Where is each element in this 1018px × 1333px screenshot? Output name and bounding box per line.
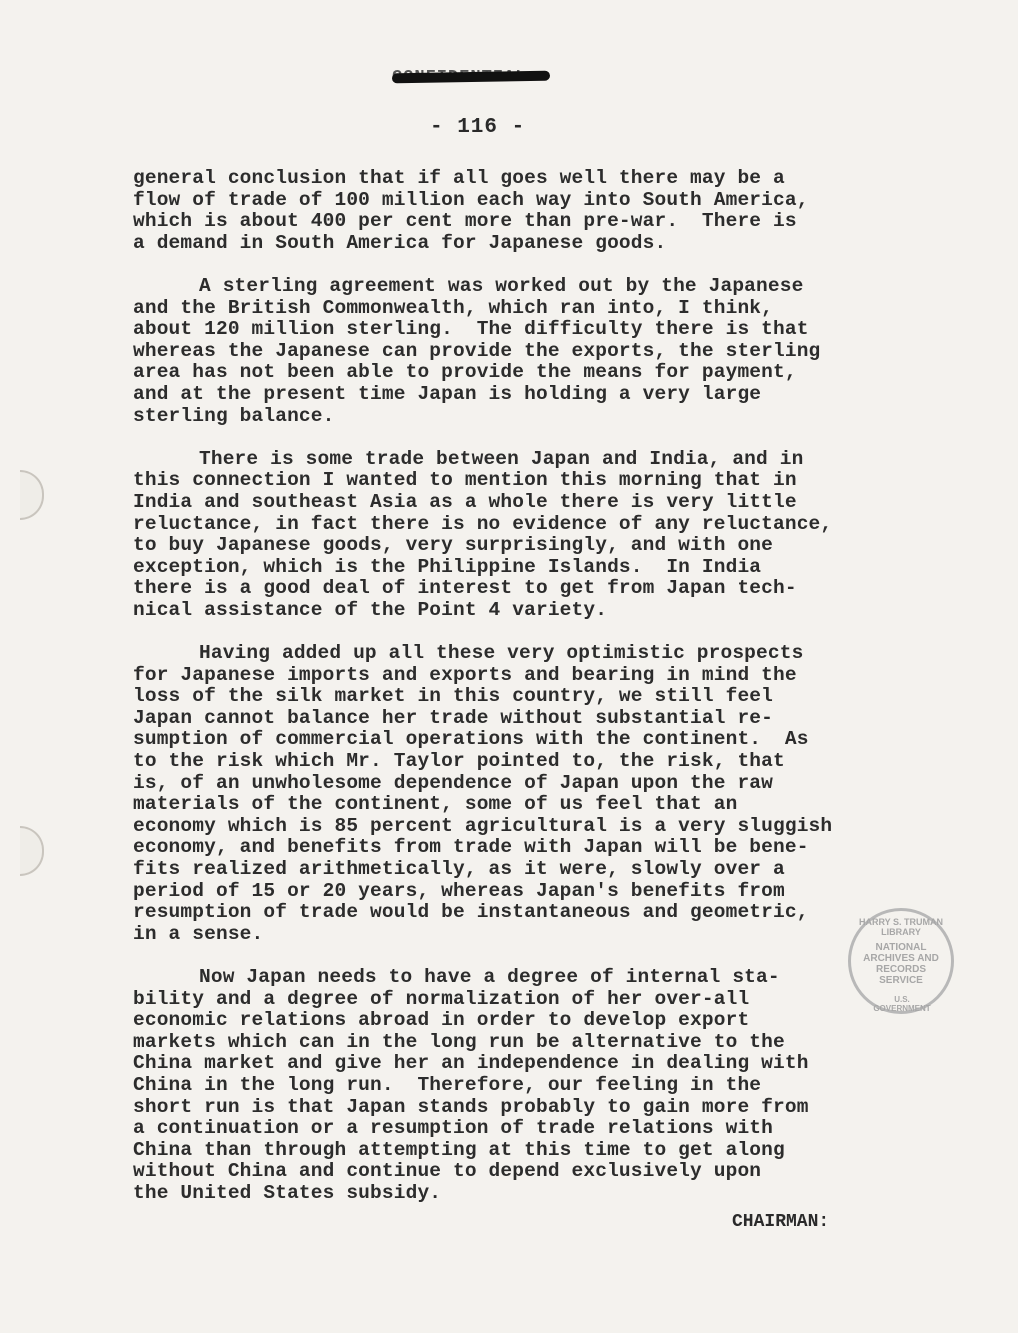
text-line: economy which is 85 percent agricultural is a very sluggish (133, 814, 833, 837)
text-line: without China and continue to depend exclusively upon (133, 1160, 762, 1183)
text-line: in a sense. (133, 922, 264, 945)
stamp-line: NATIONAL (875, 942, 927, 953)
paragraph-1 (133, 168, 933, 254)
stamp-line: RECORDS (875, 964, 926, 975)
text-line: exception, which is the Philippine Islands. In India (133, 555, 762, 578)
text-line: a continuation or a resumption of trade relations with (133, 1117, 774, 1140)
text-line: and the British Commonwealth, which ran into, I think, (133, 296, 774, 319)
text-line: materials of the continent, some of us feel that an (133, 793, 738, 816)
text-line: for Japanese imports and exports and bearing in mind the (133, 663, 797, 686)
document-body (133, 168, 933, 1226)
closing-speaker-label: CHAIRMAN: (732, 1212, 830, 1232)
text-line: flow of trade of 100 million each way into South America, (133, 188, 809, 211)
text-line: China than through attempting at this time to get along (133, 1138, 785, 1161)
stamp-line: ARCHIVES AND (863, 953, 939, 964)
text-line: Japan cannot balance her trade without substantial re- (133, 706, 774, 729)
text-line: nical assistance of the Point 4 variety. (133, 598, 608, 621)
archives-stamp (848, 908, 954, 1014)
text-line: India and southeast Asia as a whole there is very little (133, 490, 797, 513)
text-line: to the risk which Mr. Taylor pointed to, the risk, that (133, 750, 785, 773)
stamp-bottom-text: U.S. GOVERNMENT (873, 995, 931, 1013)
text-line: whereas the Japanese can provide the exports, the sterling (133, 339, 821, 362)
text-line: short run is that Japan stands probably to gain more from (133, 1095, 809, 1118)
stamp-ring-text: HARRY S. TRUMAN LIBRARY (858, 917, 943, 937)
text-line: is, of an unwholesome dependence of Japan upon the raw (133, 771, 774, 794)
text-line: Having added up all these very optimistic prospects (199, 642, 804, 665)
stamp-line: SERVICE (879, 975, 923, 986)
text-line: a demand in South America for Japanese goods. (133, 231, 667, 254)
paragraph-4 (133, 643, 933, 945)
text-line: to buy Japanese goods, very surprisingly, and with one (133, 534, 774, 557)
text-line: the United States subsidy. (133, 1181, 442, 1204)
text-line: fits realized arithmetically, as it were, slowly over a (133, 858, 785, 880)
text-line: which is about 400 per cent more than pre-war. There is (133, 210, 797, 233)
paragraph-2 (133, 276, 933, 427)
text-line: general conclusion that if all goes well there may be a (133, 167, 785, 189)
text-line: There is some trade between Japan and India, and in (199, 447, 804, 470)
text-line: markets which can in the long run be alternative to the (133, 1030, 785, 1053)
text-line: area has not been able to provide the means for payment, (133, 361, 797, 384)
paragraph-5 (133, 967, 933, 1205)
punch-hole-upper (20, 470, 44, 520)
text-line: China in the long run. Therefore, our feeling in the (133, 1073, 762, 1096)
text-line: sterling balance. (133, 404, 335, 427)
text-line: economy, and benefits from trade with Japan will be bene- (133, 836, 809, 859)
text-line: period of 15 or 20 years, whereas Japan's benefits from (133, 879, 785, 902)
text-line: A sterling agreement was worked out by the Japanese (199, 274, 804, 297)
text-line: bility and a degree of normalization of her over-all (133, 987, 750, 1010)
text-line: resumption of trade would be instantaneous and geometric, (133, 901, 809, 924)
text-line: about 120 million sterling. The difficulty there is that (133, 318, 809, 341)
paragraph-3 (133, 449, 933, 622)
text-line: Now Japan needs to have a degree of internal sta- (199, 965, 780, 988)
text-line: there is a good deal of interest to get from Japan tech- (133, 577, 797, 600)
text-line: sumption of commercial operations with the continent. As (133, 728, 809, 751)
text-line: and at the present time Japan is holding a very large (133, 382, 762, 405)
page-number: - 116 - (430, 116, 526, 139)
text-line: China market and give her an independence in dealing with (133, 1052, 809, 1075)
text-line: economic relations abroad in order to develop export (133, 1009, 750, 1032)
stamp-center (863, 942, 939, 986)
text-line: reluctance, in fact there is no evidence of any reluctance, (133, 512, 833, 535)
punch-hole-lower (20, 826, 44, 876)
text-line: loss of the silk market in this country, we still feel (133, 685, 774, 708)
text-line: this connection I wanted to mention this morning that in (133, 469, 797, 492)
